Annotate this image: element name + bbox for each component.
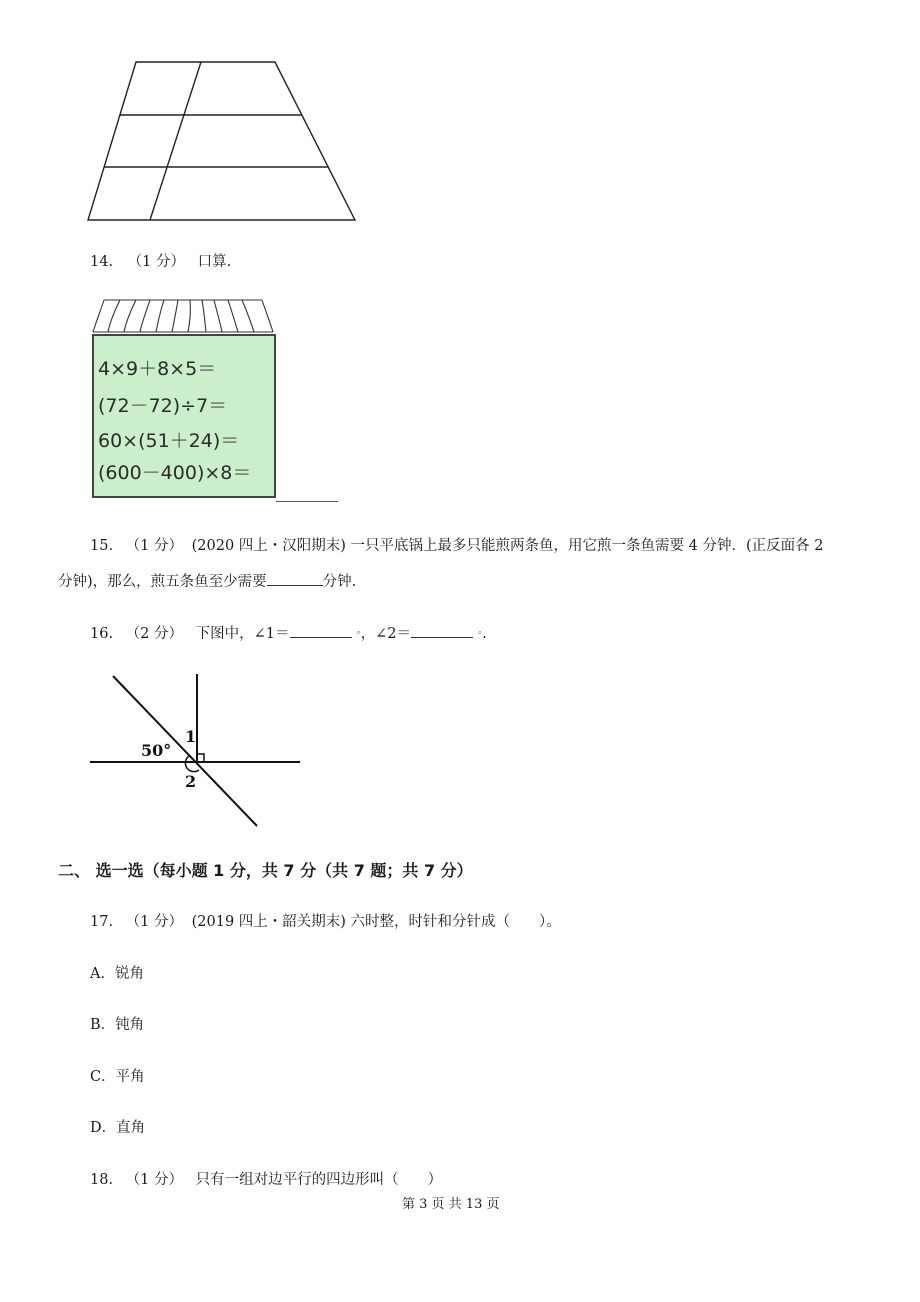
answer-blank [411, 623, 473, 638]
section-heading: 二、 选一选（每小题 1 分，共 7 分（共 7 题；共 7 分） [58, 861, 473, 880]
degree-sign: ° [356, 631, 361, 641]
page-footer: 第 3 页 共 13 页 [402, 1197, 500, 1212]
question-number: 18. [90, 1172, 114, 1188]
answer-blank [276, 501, 338, 502]
question-17 [90, 910, 561, 931]
curtain-decoration [90, 298, 276, 336]
question-text: 下图中，∠1＝ [195, 626, 290, 642]
question-text: ，∠2＝ [360, 626, 411, 642]
option-a[interactable]: A．锐角 [90, 966, 144, 982]
degree-sign: ° [477, 631, 483, 641]
question-text: 分钟)，那么，煎五条鱼至少需要 [58, 574, 267, 590]
arithmetic-board [90, 298, 276, 498]
angle-label-2: 2 [185, 772, 197, 791]
question-number: 16. [90, 626, 114, 642]
question-text: 口算. [197, 254, 232, 270]
question-text: . [482, 626, 487, 642]
angle-label-50: 50° [141, 741, 172, 760]
question-15-line2 [58, 570, 356, 591]
answer-blank [290, 623, 352, 638]
board-line: 4×9＋8×5＝ [98, 358, 217, 380]
question-text: 分钟. [322, 574, 357, 590]
question-16 [90, 622, 487, 643]
question-number: 15. [90, 538, 114, 554]
question-score: （1 分） [125, 538, 184, 554]
answer-blank [267, 571, 323, 586]
trapezoid-figure [80, 55, 365, 230]
angle-figure [85, 670, 310, 830]
question-text: (2019 四上・韶关期末) 六时整，时针和分针成（ ）。 [191, 914, 561, 930]
option-b[interactable]: B．钝角 [90, 1017, 145, 1033]
option-c[interactable]: C．平角 [90, 1069, 145, 1085]
board-line: (600－400)×8＝ [98, 462, 252, 484]
question-15-line1 [90, 534, 824, 555]
question-score: （1 分） [125, 914, 184, 930]
option-d[interactable]: D．直角 [90, 1120, 146, 1136]
question-text: (2020 四上・汉阳期末) 一只平底锅上最多只能煎两条鱼，用它煎一条鱼需要 4 分钟．(正反面各 2 [191, 538, 824, 554]
question-number: 14. [90, 254, 114, 270]
question-14 [90, 250, 231, 271]
question-number: 17. [90, 914, 114, 930]
question-text: 只有一组对边平行的四边形叫（ ） [195, 1172, 443, 1188]
question-score: （1 分） [127, 254, 186, 270]
question-score: （1 分） [125, 1172, 184, 1188]
angle-label-1: 1 [185, 727, 197, 746]
board-line: (72－72)÷7＝ [98, 395, 228, 417]
question-18 [90, 1168, 442, 1189]
board-line: 60×(51＋24)＝ [98, 430, 240, 452]
question-score: （2 分） [125, 626, 184, 642]
